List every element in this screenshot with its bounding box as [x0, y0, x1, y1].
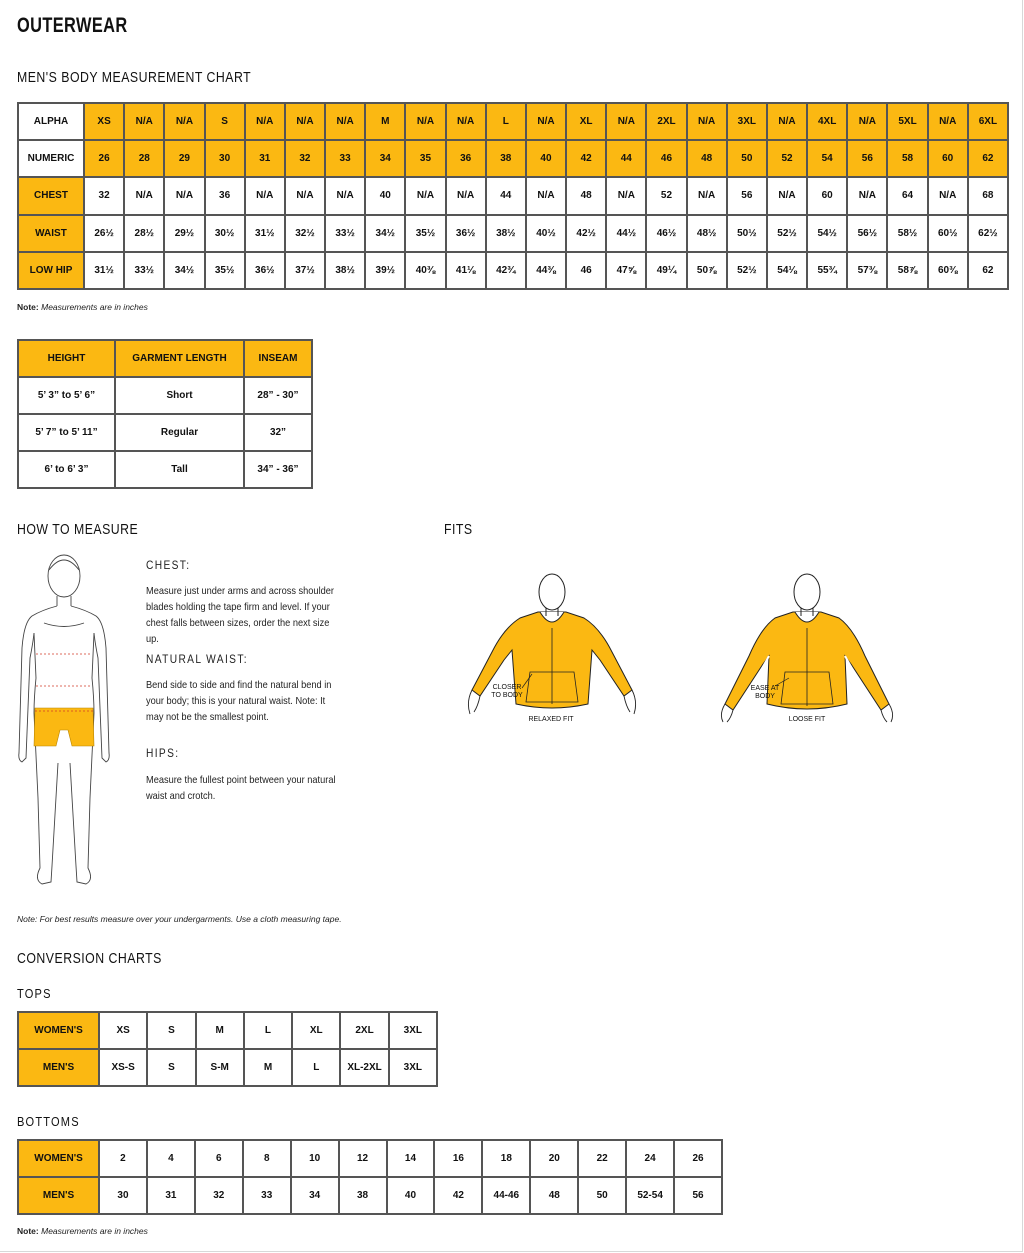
size-cell: 48	[687, 140, 727, 177]
bottoms-cell: 16	[434, 1140, 482, 1177]
size-cell: N/A	[606, 177, 646, 214]
size-cell: 40	[365, 177, 405, 214]
size-cell: 39½	[365, 252, 405, 289]
bottoms-cell: 56	[674, 1177, 722, 1214]
bottoms-conversion-table	[17, 1139, 723, 1215]
size-cell: 48	[566, 177, 606, 214]
relaxed-fit-callout: CLOSER TO BODY	[491, 684, 523, 699]
size-cell: N/A	[446, 177, 486, 214]
size-cell: 41⅛	[446, 252, 486, 289]
how-to-measure-title: HOW TO MEASURE	[17, 521, 139, 538]
relaxed-fit-illustration	[464, 572, 640, 728]
size-cell: 55¾	[807, 252, 847, 289]
size-cell: N/A	[606, 103, 646, 140]
length-chart-table	[17, 339, 313, 489]
size-cell: 35	[405, 140, 445, 177]
tops-title: TOPS	[17, 986, 52, 1001]
size-cell: 2XL	[646, 103, 686, 140]
size-cell: 52½	[727, 252, 767, 289]
size-cell: N/A	[687, 103, 727, 140]
size-cell: N/A	[245, 103, 285, 140]
hips-text: Measure the fullest point between your natural waist and crotch.	[146, 774, 336, 802]
size-cell: 31	[245, 140, 285, 177]
loose-fit-caption: LOOSE FIT	[788, 716, 826, 723]
bottoms-cell: 2	[99, 1140, 147, 1177]
size-cell: 32½	[285, 215, 325, 252]
size-cell: 30	[205, 140, 245, 177]
bottoms-cell: 31	[147, 1177, 195, 1214]
length-cell: Short	[115, 377, 244, 414]
bottoms-row-label: MEN'S	[18, 1177, 99, 1214]
size-cell: 50⅞	[687, 252, 727, 289]
bottoms-cell: 34	[291, 1177, 339, 1214]
size-cell: L	[486, 103, 526, 140]
size-cell: 40½	[526, 215, 566, 252]
size-cell: N/A	[526, 103, 566, 140]
hips-title: HIPS:	[146, 746, 180, 760]
bottoms-title: BOTTOMS	[17, 1114, 80, 1129]
tops-row-label: WOMEN'S	[18, 1012, 99, 1049]
loose-fit-callout: EASE AT BODY	[750, 685, 780, 700]
size-cell: 35½	[205, 252, 245, 289]
chest-text: Measure just under arms and across shoulder blades holding the tape firm and level. If your chest falls between sizes, order the next size up.	[146, 585, 334, 645]
size-cell: 60½	[928, 215, 968, 252]
bottoms-cell: 14	[387, 1140, 435, 1177]
size-cell: N/A	[847, 103, 887, 140]
chest-title: CHEST:	[146, 558, 191, 572]
size-cell: N/A	[245, 177, 285, 214]
size-cell: 28½	[124, 215, 164, 252]
bottoms-cell: 18	[482, 1140, 530, 1177]
length-cell: 32”	[244, 414, 312, 451]
size-cell: 50½	[727, 215, 767, 252]
size-cell: 40⅜	[405, 252, 445, 289]
length-header-height: HEIGHT	[18, 340, 115, 377]
size-cell: 29½	[164, 215, 204, 252]
size-cell: M	[365, 103, 405, 140]
tops-cell: S	[147, 1049, 195, 1086]
size-cell: 62	[968, 252, 1008, 289]
size-cell: 34	[365, 140, 405, 177]
size-cell: N/A	[405, 103, 445, 140]
bottoms-cell: 32	[195, 1177, 243, 1214]
size-cell: 4XL	[807, 103, 847, 140]
size-cell: 42½	[566, 215, 606, 252]
size-cell: 46	[566, 252, 606, 289]
length-cell: 28” - 30”	[244, 377, 312, 414]
length-header-inseam: INSEAM	[244, 340, 312, 377]
size-cell: 56	[727, 177, 767, 214]
length-cell: 5’ 3” to 5’ 6”	[18, 377, 115, 414]
size-cell: 46	[646, 140, 686, 177]
length-cell: 6’ to 6’ 3”	[18, 451, 115, 488]
size-cell: 47⅝	[606, 252, 646, 289]
size-cell: 46½	[646, 215, 686, 252]
size-cell: 52	[646, 177, 686, 214]
size-cell: 44	[486, 177, 526, 214]
size-cell: 38½	[486, 215, 526, 252]
tops-cell: L	[292, 1049, 340, 1086]
size-cell: N/A	[164, 103, 204, 140]
tops-cell: S	[147, 1012, 195, 1049]
size-chart-note: Note: Measurements are in inches	[17, 302, 148, 312]
size-cell: 33	[325, 140, 365, 177]
bottoms-cell: 10	[291, 1140, 339, 1177]
size-cell: 60⅜	[928, 252, 968, 289]
size-chart-title: MEN'S BODY MEASUREMENT CHART	[17, 69, 252, 86]
size-row-label: LOW HIP	[18, 252, 84, 289]
bottoms-cell: 8	[243, 1140, 291, 1177]
size-cell: 42¾	[486, 252, 526, 289]
fits-title: FITS	[444, 521, 473, 538]
size-cell: 56½	[847, 215, 887, 252]
size-cell: 58⅞	[887, 252, 927, 289]
size-cell: 42	[566, 140, 606, 177]
size-cell: N/A	[446, 103, 486, 140]
size-cell: N/A	[124, 177, 164, 214]
page-title: OUTERWEAR	[17, 14, 128, 37]
size-cell: 36½	[245, 252, 285, 289]
bottoms-cell: 26	[674, 1140, 722, 1177]
size-cell: N/A	[164, 177, 204, 214]
size-cell: 48½	[687, 215, 727, 252]
tops-cell: M	[196, 1012, 244, 1049]
conversion-title: CONVERSION CHARTS	[17, 950, 162, 967]
tops-cell: XL	[292, 1012, 340, 1049]
size-cell: 31½	[84, 252, 124, 289]
bottoms-cell: 24	[626, 1140, 674, 1177]
size-cell: S	[205, 103, 245, 140]
tops-cell: 3XL	[389, 1012, 437, 1049]
size-cell: 56	[847, 140, 887, 177]
size-cell: 38½	[325, 252, 365, 289]
bottoms-cell: 6	[195, 1140, 243, 1177]
size-cell: 50	[727, 140, 767, 177]
length-cell: Tall	[115, 451, 244, 488]
tops-conversion-table	[17, 1011, 438, 1087]
natural-waist-title: NATURAL WAIST:	[146, 652, 248, 666]
size-cell: 54	[807, 140, 847, 177]
bottoms-cell: 52-54	[626, 1177, 674, 1214]
size-cell: 52½	[767, 215, 807, 252]
tops-row-label: MEN'S	[18, 1049, 99, 1086]
size-cell: N/A	[687, 177, 727, 214]
bottoms-cell: 50	[578, 1177, 626, 1214]
tops-cell: XS	[99, 1012, 147, 1049]
length-cell: 5’ 7” to 5’ 11”	[18, 414, 115, 451]
size-cell: N/A	[405, 177, 445, 214]
size-cell: 35½	[405, 215, 445, 252]
size-cell: 3XL	[727, 103, 767, 140]
size-cell: 38	[486, 140, 526, 177]
bottoms-cell: 20	[530, 1140, 578, 1177]
size-cell: 64	[887, 177, 927, 214]
bottoms-cell: 33	[243, 1177, 291, 1214]
tops-cell: 2XL	[340, 1012, 388, 1049]
size-row-label: WAIST	[18, 215, 84, 252]
size-cell: N/A	[285, 177, 325, 214]
size-cell: 40	[526, 140, 566, 177]
size-cell: N/A	[767, 177, 807, 214]
length-header-garment: GARMENT LENGTH	[115, 340, 244, 377]
how-to-measure-note: Note: For best results measure over your undergarments. Use a cloth measuring tape.	[17, 914, 342, 924]
size-cell: 29	[164, 140, 204, 177]
size-row-label: CHEST	[18, 177, 84, 214]
bottoms-cell: 4	[147, 1140, 195, 1177]
size-cell: 58½	[887, 215, 927, 252]
loose-fit-illustration	[719, 572, 895, 728]
size-cell: XS	[84, 103, 124, 140]
length-cell: 34” - 36”	[244, 451, 312, 488]
size-cell: N/A	[285, 103, 325, 140]
size-cell: 60	[928, 140, 968, 177]
size-cell: 31½	[245, 215, 285, 252]
tops-cell: XS-S	[99, 1049, 147, 1086]
size-cell: 26½	[84, 215, 124, 252]
size-cell: 28	[124, 140, 164, 177]
size-cell: 52	[767, 140, 807, 177]
size-cell: N/A	[124, 103, 164, 140]
size-cell: 37½	[285, 252, 325, 289]
relaxed-fit-caption: RELAXED FIT	[528, 716, 574, 723]
size-cell: N/A	[325, 103, 365, 140]
size-cell: 34½	[365, 215, 405, 252]
size-cell: N/A	[847, 177, 887, 214]
tops-cell: S-M	[196, 1049, 244, 1086]
size-cell: 68	[968, 177, 1008, 214]
size-cell: 34½	[164, 252, 204, 289]
bottoms-cell: 42	[434, 1177, 482, 1214]
body-figure-illustration	[14, 548, 114, 896]
size-cell: 6XL	[968, 103, 1008, 140]
size-cell: 57⅜	[847, 252, 887, 289]
size-cell: 62½	[968, 215, 1008, 252]
bottoms-row-label: WOMEN'S	[18, 1140, 99, 1177]
size-cell: N/A	[928, 103, 968, 140]
size-chart-table	[17, 102, 1009, 290]
bottoms-cell: 48	[530, 1177, 578, 1214]
size-cell: N/A	[928, 177, 968, 214]
size-cell: N/A	[325, 177, 365, 214]
tops-cell: XL-2XL	[340, 1049, 388, 1086]
size-cell: 58	[887, 140, 927, 177]
bottoms-cell: 22	[578, 1140, 626, 1177]
size-row-label: NUMERIC	[18, 140, 84, 177]
tops-cell: M	[244, 1049, 292, 1086]
size-cell: 32	[84, 177, 124, 214]
conversion-note: Note: Measurements are in inches	[17, 1226, 148, 1236]
bottoms-cell: 12	[339, 1140, 387, 1177]
size-cell: 54⅛	[767, 252, 807, 289]
size-row-label: ALPHA	[18, 103, 84, 140]
size-cell: 54½	[807, 215, 847, 252]
bottoms-cell: 30	[99, 1177, 147, 1214]
size-cell: N/A	[526, 177, 566, 214]
size-cell: 33½	[325, 215, 365, 252]
size-cell: 44	[606, 140, 646, 177]
size-cell: 60	[807, 177, 847, 214]
size-cell: 32	[285, 140, 325, 177]
bottoms-cell: 44-46	[482, 1177, 530, 1214]
size-cell: N/A	[767, 103, 807, 140]
size-cell: 49¼	[646, 252, 686, 289]
size-cell: 44⅜	[526, 252, 566, 289]
size-cell: 36	[446, 140, 486, 177]
bottoms-cell: 40	[387, 1177, 435, 1214]
size-cell: XL	[566, 103, 606, 140]
size-cell: 30½	[205, 215, 245, 252]
size-cell: 36½	[446, 215, 486, 252]
size-cell: 44½	[606, 215, 646, 252]
size-cell: 26	[84, 140, 124, 177]
natural-waist-text: Bend side to side and find the natural bend in your body; this is your natural waist. Note: It may not be the smallest point.	[146, 679, 332, 723]
length-cell: Regular	[115, 414, 244, 451]
size-cell: 36	[205, 177, 245, 214]
tops-cell: 3XL	[389, 1049, 437, 1086]
tops-cell: L	[244, 1012, 292, 1049]
size-cell: 33½	[124, 252, 164, 289]
size-cell: 62	[968, 140, 1008, 177]
size-cell: 5XL	[887, 103, 927, 140]
bottoms-cell: 38	[339, 1177, 387, 1214]
